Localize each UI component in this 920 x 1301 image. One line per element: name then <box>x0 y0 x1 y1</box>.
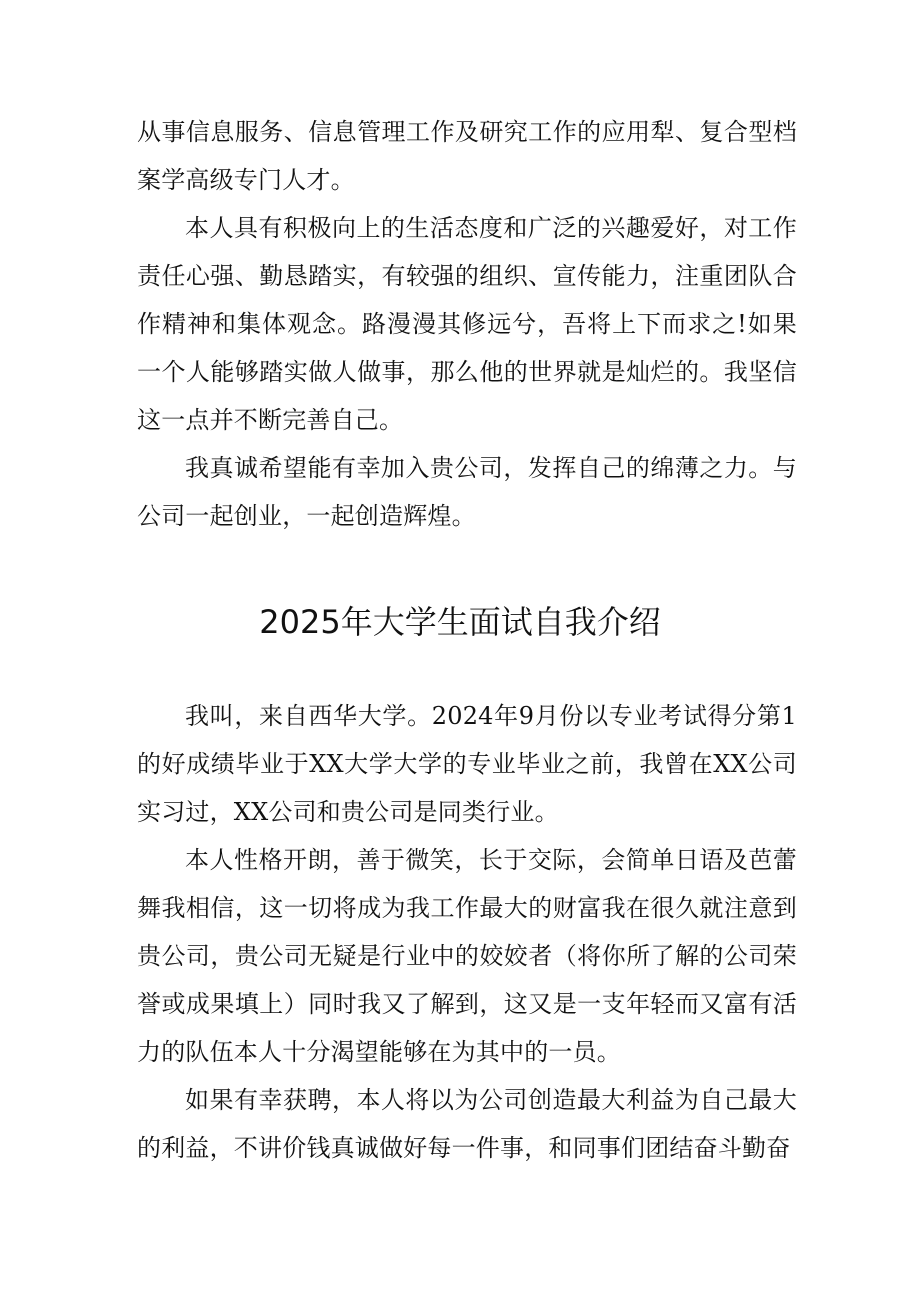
paragraph-1: 从事信息服务、信息管理工作及研究工作的应用犁、复合型档案学高级专门人才。 <box>137 118 797 194</box>
paragraph-6: 如果有幸获聘，本人将以为公司创造最大利益为自己最大的利益，不讲价钱真诚做好每一件事，和同事们团结奋斗勤奋 <box>137 1086 797 1162</box>
paragraph-2: 本人具有积极向上的生活态度和广泛的兴趣爱好，对工作责任心强、勤恳踏实，有较强的组织、宣传能力，注重团队合作精神和集体观念。路漫漫其修远兮，吾将上下而求之!如果一个人能够踏实做人做事，那么他的世界就是灿烂的。我坚信这一点并不断完善自己。 <box>137 214 797 434</box>
paragraph-3: 我真诚希望能有幸加入贵公司，发挥自己的绵薄之力。与公司一起创业，一起创造辉煌。 <box>137 454 797 530</box>
paragraph-4: 我叫，来自西华大学。2024年9月份以专业考试得分第1的好成绩毕业于XX大学大学的专业毕业之前，我曾在XX公司实习过，XX公司和贵公司是同类行业。 <box>137 702 797 826</box>
paragraph-5: 本人性格开朗，善于微笑，长于交际，会简单日语及芭蕾舞我相信，这一切将成为我工作最大的财富我在很久就注意到贵公司，贵公司无疑是行业中的姣姣者（将你所了解的公司荣誉或成果填上）同时我又了解到，这又是一支年轻而又富有活力的队伍本人十分渴望能够在为其中的一员。 <box>137 846 797 1066</box>
section-title: 2025年大学生面试自我介绍 <box>259 603 661 641</box>
